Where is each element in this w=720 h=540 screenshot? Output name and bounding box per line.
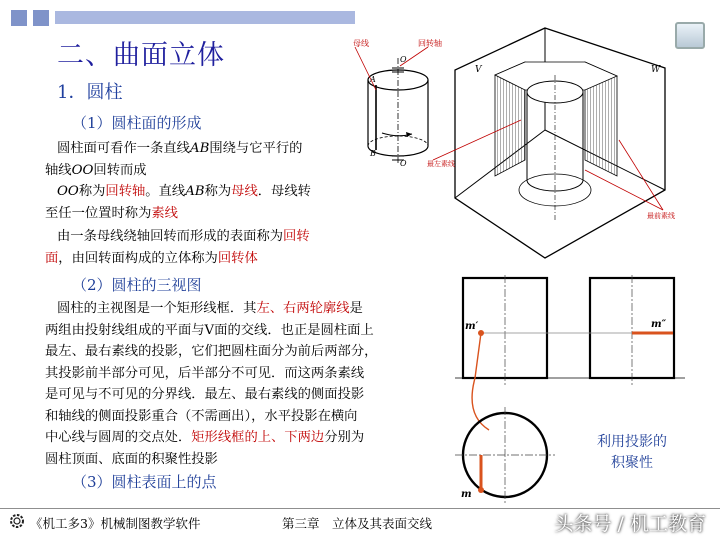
deco-square [33, 10, 49, 26]
text: ，由回转面构成的立体称为 [58, 250, 218, 266]
label-leftmost-element: 最左素线 [427, 160, 455, 168]
text: OO [71, 162, 94, 178]
section-heading-2: （2）圆柱的三视图 [72, 276, 202, 294]
watermark: 头条号 / 机工教育 [554, 513, 706, 535]
label-V: V [475, 65, 482, 75]
isometric-projection-diagram [425, 20, 695, 270]
text: 圆柱的主视图是一个矩形线框．其 [57, 301, 257, 316]
label-W: W [651, 65, 661, 75]
text: 回转 [283, 229, 310, 244]
deco-bar [55, 11, 355, 24]
text: 矩形线框的上、下两边 [191, 430, 325, 445]
label-B: B [370, 149, 376, 158]
text: 和轴线的侧面投影重合（不需画出），水平投影在横向 [45, 408, 358, 424]
projection-note: 利用投影的积聚性 [597, 434, 667, 471]
text: 分别为 [324, 430, 365, 445]
text: 称为 [204, 184, 232, 199]
label-A: A [370, 75, 376, 84]
text: AB [185, 184, 205, 199]
text: 素线 [151, 205, 178, 221]
section-heading-1: （1）圆柱面的形成 [72, 114, 202, 132]
text: 回转而成 [93, 162, 147, 178]
label-O-bottom: O [400, 159, 407, 168]
paragraph-definitions [45, 181, 311, 224]
label-huizhuanzhou: 回转轴 [418, 39, 442, 48]
footer-chapter: 第三章 立体及其表面交线 [282, 516, 433, 531]
page-title: 二、曲面立体 [57, 40, 225, 71]
text: 轴线 [45, 162, 72, 178]
paragraph-revolution [45, 226, 310, 269]
label-m: m [461, 489, 472, 500]
text: 母线 [231, 184, 258, 199]
text: 称为 [78, 184, 106, 199]
text: 至任一位置时称为 [45, 205, 152, 221]
text: 圆柱面可看作一条直线 [57, 141, 190, 156]
subtitle: 1．圆柱 [57, 82, 123, 103]
text: 是可见与不可见的分界线．最左、最右素线的侧面投影 [45, 387, 365, 402]
gear-icon [8, 512, 26, 530]
text: 面 [45, 250, 59, 266]
text: 两组由投射线组成的平面与V面的交线．也正是圆柱面上 [45, 322, 374, 338]
footer-software-name: 《机工多3》机械制图教学软件 [30, 516, 201, 531]
label-m-prime: m′ [465, 321, 479, 332]
header-decoration [0, 0, 360, 36]
text: 是 [349, 301, 363, 316]
paragraph-three-views [45, 298, 378, 470]
text: 回转轴 [105, 184, 146, 199]
paragraph-formation [45, 138, 303, 181]
label-O-top: O [400, 55, 407, 64]
text: OO [57, 184, 79, 199]
text: 由一条母线绕轴回转而形成的表面称为 [57, 229, 284, 244]
text: 左、右两轮廓线 [256, 301, 350, 316]
text: ．母线转 [257, 184, 311, 199]
text: 其投影前半部分可见，后半部分不可见．而这两条素线 [45, 365, 365, 381]
label-frontmost-element: 最前素线 [647, 212, 675, 220]
text: 最左、最右素线的投影，它们把圆柱面分为前后两部分， [45, 344, 378, 359]
section-heading-3: （3）圆柱表面上的点 [72, 473, 217, 491]
text: 圆柱顶面、底面的积聚性投影 [45, 451, 218, 467]
text: 围绕与它平行的 [209, 141, 303, 156]
text: 回转体 [217, 250, 258, 266]
text: AB [189, 141, 210, 156]
text: 中心线与圆周的交点处． [45, 430, 192, 445]
label-m-double-prime: m″ [651, 319, 667, 330]
deco-square [11, 10, 27, 26]
text: 。直线 [145, 184, 186, 199]
label-muxian: 母线 [353, 39, 369, 48]
